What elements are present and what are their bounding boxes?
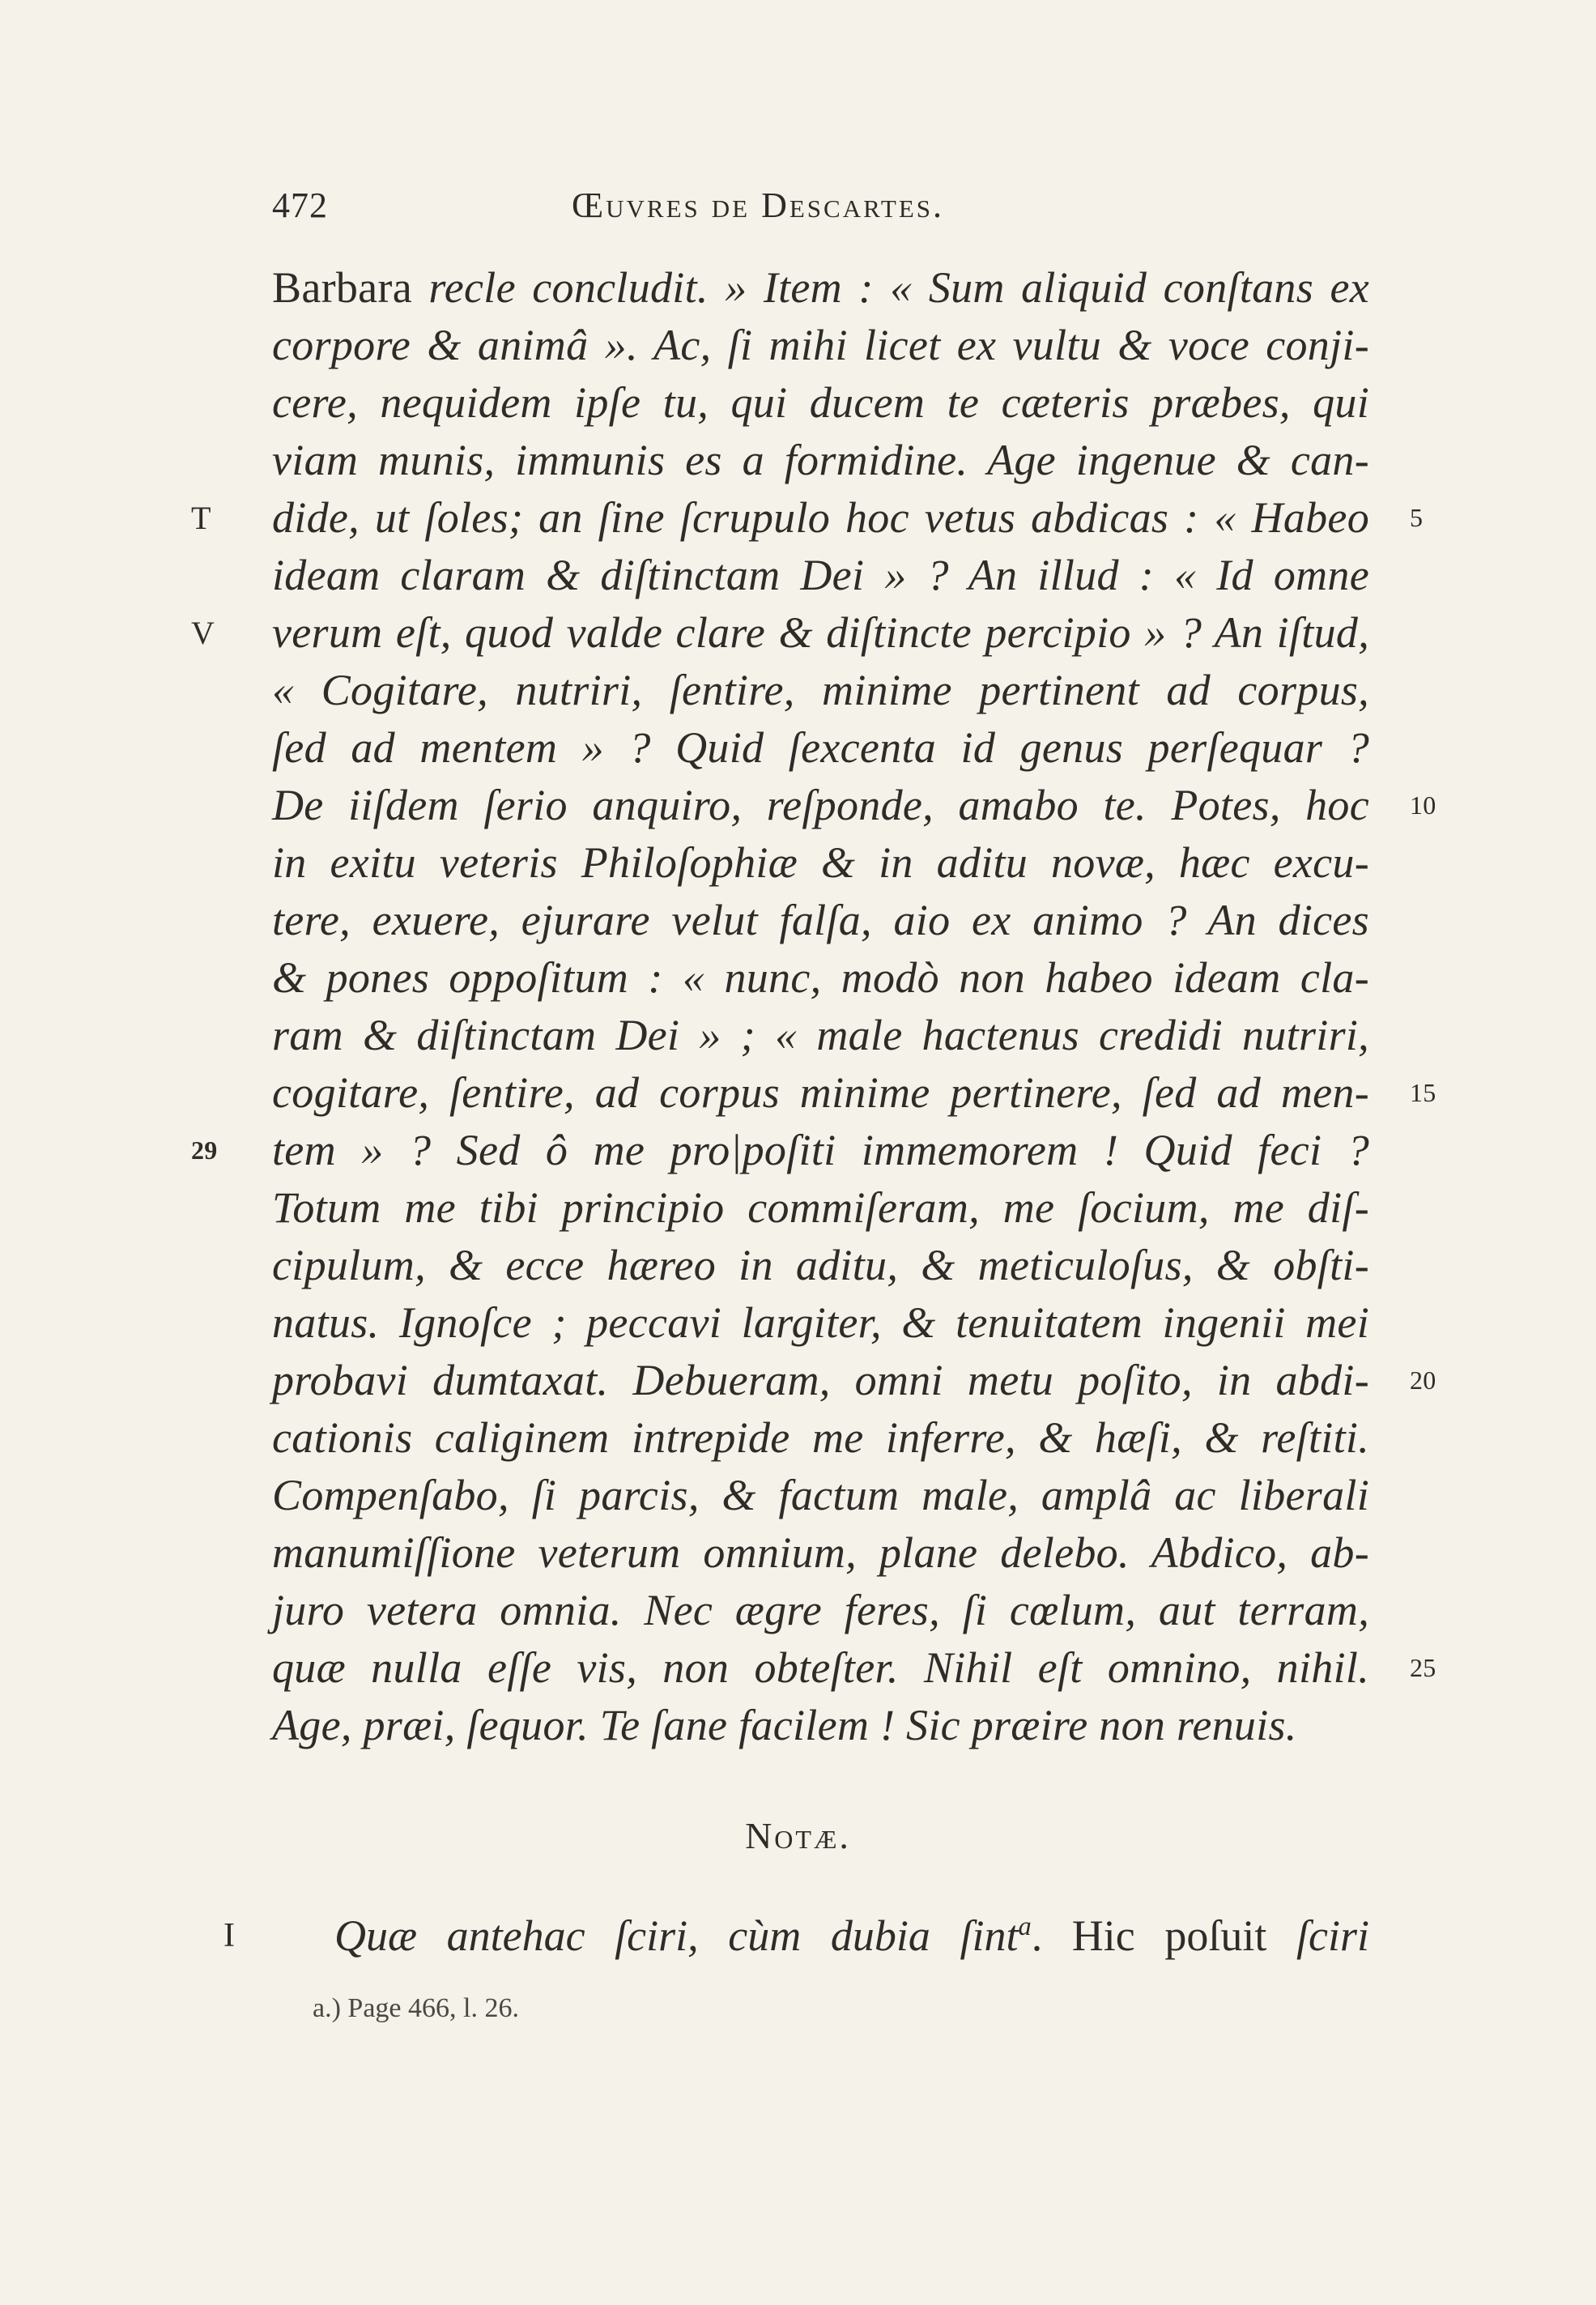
upright-word: Barbara [272,263,412,312]
line-text: in exitu veteris Philoſophiæ & in aditu novæ, hæc excu- [272,838,1369,887]
line-text: probavi dumtaxat. Debueram, omni metu poſito, in abdi- [272,1356,1369,1404]
line-number-right: 20 [1410,1366,1436,1395]
line-number-right: 25 [1410,1653,1436,1682]
line-text: Compenſabo, ſi parcis, & factum male, amplâ ac liberali [272,1471,1369,1519]
margin-marker-left: V [191,615,215,651]
text-line [272,547,1369,604]
text-line [272,1352,1436,1409]
line-text: & pones oppoſitum : « nunc, modò non habeo ideam cla- [272,953,1369,1002]
note-upright-text: . Hic poſuit [1031,1911,1267,1960]
text-line [272,834,1369,892]
text-line [272,1294,1369,1352]
text-line [272,892,1369,949]
text-line [272,1007,1369,1064]
margin-marker-left: 29 [191,1135,218,1165]
line-number-right: 5 [1410,503,1424,532]
text-line [272,719,1369,777]
note-reference-mark: a [1018,1912,1032,1941]
line-text: cipulum, & ecce hæreo in aditu, & meticuloſus, & obſti- [272,1241,1369,1289]
notes-heading: Notæ. [745,1815,851,1856]
running-title: Œuvres de Descartes. [572,185,945,225]
text-line [272,949,1369,1007]
line-text: juro vetera omnia. Nec ægre feres, ſi cœlum, aut terram, [272,1586,1369,1634]
body-text [191,259,1436,1754]
line-text: natus. Ignoſce ; peccavi largiter, & tenuitatem ingenii mei [272,1298,1369,1347]
text-line [191,604,1369,662]
text-line [272,1237,1369,1294]
text-line [272,259,1369,317]
line-text: Age, præi, ſequor. Te ſane facilem ! Sic præire non renuis. [272,1701,1297,1749]
line-number-right: 15 [1410,1078,1436,1107]
text-line [191,1122,1369,1179]
line-text: cogitare, ſentire, ad corpus minime pertinere, ſed ad men- [272,1068,1369,1117]
text-line [272,1639,1436,1697]
text-line [272,1179,1369,1237]
line-text: tere, exuere, ejurare velut falſa, aio ex animo ? An dices [272,896,1369,944]
margin-marker-left: T [191,500,211,536]
text-line [272,374,1369,432]
note-line [334,1907,1369,1964]
line-text: tem » ? Sed ô me pro|poſiti immemorem ! Quid feci ? [272,1126,1369,1174]
running-head [272,185,1369,241]
page-number: 472 [272,185,328,225]
text-line [272,1697,1369,1754]
text-line [272,1467,1369,1524]
line-text: cationis caliginem intrepide me inferre, & hæſi, & reſtiti. [272,1413,1369,1462]
text-line [272,1524,1369,1582]
text-line [272,1409,1369,1467]
line-text: « Cogitare, nutriri, ſentire, minime pertinent ad corpus, [272,666,1369,714]
note-italic-text: Quæ antehac ſciri, cùm dubia ſint [334,1911,1019,1960]
text-line [272,317,1369,374]
line-text: verum eſt, quod valde clare & diſtincte percipio » ? An iſtud, [272,608,1369,657]
line-text: ram & diſtinctam Dei » ; « male hactenus credidi nutriri, [272,1011,1369,1059]
text-line [272,1582,1369,1639]
line-text: manumiſſione veterum omnium, plane delebo. Abdico, ab- [272,1528,1369,1577]
text-line [272,662,1369,719]
line-text: ſed ad mentem » ? Quid ſexcenta id genus perſequar ? [272,723,1369,772]
line-text: viam munis, immunis es a formidine. Age ingenue & can- [272,436,1369,484]
line-text: Totum me tibi principio commiſeram, me ſocium, me diſ- [272,1183,1369,1232]
line-text: ideam claram & diſtinctam Dei » ? An illud : « Id omne [272,551,1369,599]
line-text: De iiſdem ſerio anquiro, reſponde, amabo te. Potes, hoc [272,781,1369,829]
line-text: dide, ut ſoles; an ſine ſcrupulo hoc vetus abdicas : « Habeo [272,493,1369,542]
footnote: a.) Page 466, l. 26. [313,1993,519,2023]
line-text: corpore & animâ ». Ac, ſi mihi licet ex vultu & voce conji- [272,321,1369,369]
text-line [191,489,1424,547]
note-italic-end: ſciri [1296,1911,1370,1960]
line-number-right: 10 [1410,790,1436,820]
text-line [272,777,1436,834]
line-text: recle concludit. » Item : « Sum aliquid conſtans ex [412,263,1369,312]
text-line [272,1064,1436,1122]
line-text: cere, nequidem ipſe tu, qui ducem te cæteris præbes, qui [272,378,1369,427]
note-number: I [223,1917,235,1954]
line-text: quæ nulla eſſe vis, non obteſter. Nihil eſt omnino, nihil. [272,1643,1369,1692]
text-line [272,432,1369,489]
